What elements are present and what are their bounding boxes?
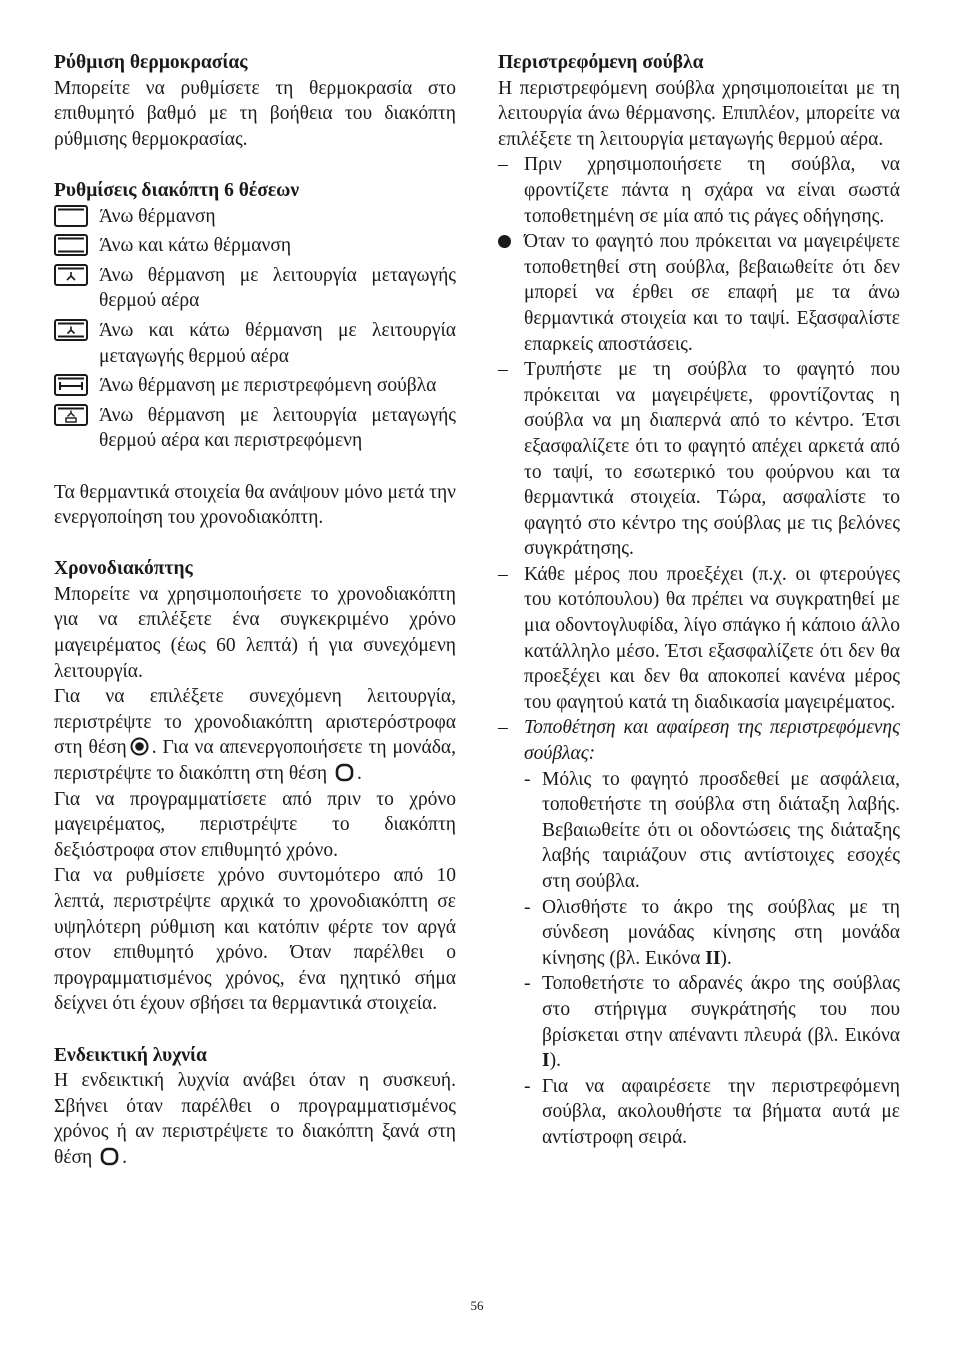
top-heat-rotisserie-icon <box>54 374 88 396</box>
switch-item-label: Άνω θέρμανση με περιστρεφόμενη σούβλα <box>99 375 437 397</box>
dash-marker: – <box>498 359 508 381</box>
top-bottom-heat-icon <box>54 234 88 256</box>
off-position-icon <box>335 763 354 782</box>
timer-paragraph-continuous: Για να επιλέξετε συνεχόμενη λειτουργία, περιστρέψτε το χρονοδιακόπτη αριστερόστροφα στη θέση . Για να απενεργοποιήσετε τη μονάδα, περιστρέψτε το διακόπτη στη θέση . <box>54 686 456 785</box>
switch-heading: Ρυθμίσεις διακόπτη 6 θέσεων <box>54 179 300 201</box>
list-item-warning: Όταν το φαγητό που πρόκειται να μαγειρέψετε τοποθετηθεί στη σούβλα, βεβαιωθείτε ότι δεν μπορεί να έρθει σε επαφή με τα άνω θερμαντικά στοιχεία και το ταψί. Εξασφαλίστε επαρκείς αποστάσεις. <box>498 229 900 357</box>
continuous-operation-icon <box>130 737 149 756</box>
switch-item <box>54 373 456 399</box>
timer-paragraph: Για να προγραμματίσετε από πριν το χρόνο μαγειρέματος, περιστρέψτε το διακόπτη δεξιόστροφα στον επιθυμητό χρόνο. <box>54 788 456 861</box>
timer-paragraph: Μπορείτε να χρησιμοποιήσετε το χρονοδιακόπτη για να επιλέξετε ένα συγκεκριμένο χρόνο μαγειρέματος (έως 60 λεπτά) ή για συνεχόμενη λειτουργία. <box>54 583 456 682</box>
top-heat-icon <box>54 205 88 227</box>
top-heat-fan-rotisserie-icon <box>54 404 88 426</box>
sub-marker: - <box>524 1075 531 1097</box>
switch-item <box>54 233 456 259</box>
rotisserie-heading: Περιστρεφόμενη σούβλα <box>498 52 704 73</box>
list-item: – Τρυπήστε με τη σούβλα το φαγητό που πρόκειται να μαγειρέψετε, φροντίζοντας η σούβλα να μη διαπερνά από το κέντρο. Έτσι εξασφαλίζετε ότι το φαγητό απέχει αρκετά από το ταψί, το εσωτερικό του φούρνου και τα θερμαντικά στοιχεία. Τώρα, ασφαλίστε το φαγητό στο κέντρο της σούβλας με τις βελόνες συγκράτησης. <box>498 359 900 560</box>
lamp-text: Η ενδεικτική λυχνία ανάβει όταν η συσκευή. Σβήνει όταν παρέλθει ο προγραμματισμένος χρόνος ή αν περιστρέψετε το διακόπτη ξανά στη θέση . <box>54 1070 456 1168</box>
timer-paragraph: Για να ρυθμίσετε χρόνο συντομότερο από 10 λεπτά, περιστρέψτε αρχικά το χρονοδιακόπτη σε υψηλότερη ρύθμιση και κατόπιν φέρτε τον αργά στον επιθυμητό χρόνο. Όταν παρέλθει ο προγραμματισμένος χρόνος, ένα ηχητικό σήμα δείχνει ότι έχουν σβήσει τα θερμαντικά στοιχεία. <box>54 865 456 1015</box>
elements-text: Τα θερμαντικά στοιχεία θα ανάψουν μόνο μετά την ενεργοποίηση του χρονοδιακόπτη. <box>54 481 456 529</box>
temperature-heading: Ρύθμιση θερμοκρασίας <box>54 52 248 73</box>
figure-ref: I <box>542 1050 550 1072</box>
sub-marker: - <box>524 896 531 918</box>
right-column <box>498 50 900 1151</box>
dash-marker: – <box>498 717 508 739</box>
figure-ref: II <box>705 947 721 969</box>
switch-item <box>54 403 456 454</box>
temperature-text: Μπορείτε να ρυθμίσετε τη θερμοκρασία στο επιθυμητό βαθμό με τη βοήθεια του διακόπτη ρύθμισης θερμοκρασίας. <box>54 77 456 150</box>
switch-item <box>54 204 456 230</box>
top-heat-fan-icon <box>54 264 88 286</box>
sub-list-item: - Τοποθετήστε το αδρανές άκρο της σούβλας στο στήριγμα συγκράτησής του που βρίσκεται στην απέναντι πλευρά (βλ. Εικόνα I). <box>524 973 900 1072</box>
page-number: 56 <box>470 1298 484 1313</box>
switch-item-label: Άνω θέρμανση με λειτουργία μεταγωγής θερμού αέρα <box>99 264 456 312</box>
dash-marker: – <box>498 563 508 585</box>
switch-item <box>54 263 456 314</box>
sub-marker: - <box>524 768 531 790</box>
switch-item-label: Άνω και κάτω θέρμανση <box>99 235 292 257</box>
timer-heading: Χρονοδιακόπτης <box>54 558 193 580</box>
sub-marker: - <box>524 973 531 995</box>
sub-list-item: - Για να αφαιρέσετε την περιστρεφόμενη σούβλα, ακολουθήστε τα βήματα αυτά με αντίστροφη σειρά. <box>524 1075 900 1148</box>
sub-list-item: - Μόλις το φαγητό προσδεθεί με ασφάλεια, τοποθετήστε τη σούβλα στη διάταξη λαβής. Βεβαιωθείτε ότι οι οδοντώσεις της διάταξης λαβής ταιριάζουν στις αντίστοιχες εσοχές στη σούβλα. <box>524 768 900 892</box>
switch-item-label: Άνω θέρμανση <box>99 205 216 227</box>
lamp-heading: Ενδεικτική λυχνία <box>54 1044 207 1066</box>
switch-item-label: Άνω και κάτω θέρμανση με λειτουργία μεταγωγής θερμού αέρα <box>99 319 456 367</box>
switch-item <box>54 318 456 369</box>
top-bottom-heat-fan-icon <box>54 319 88 341</box>
list-item: – Πριν χρησιμοποιήσετε τη σούβλα, να φροντίζετε πάντα η σχάρα να είναι σωστά τοποθετημένη σε μία από τις ράγες οδήγησης. <box>498 154 900 227</box>
left-column <box>54 50 456 1171</box>
list-item: – Τοποθέτηση και αφαίρεση της περιστρεφόμενης σούβλας: <box>498 717 900 765</box>
sub-list-item: - Ολισθήστε το άκρο της σούβλας με τη σύνδεση μονάδας κίνησης στη μονάδα κίνησης (βλ. Εικόνα II). <box>524 896 900 969</box>
off-position-icon <box>100 1147 119 1166</box>
switch-item-label: Άνω θέρμανση με λειτουργία μεταγωγής θερμού αέρα και περιστρεφόμενη <box>99 404 456 452</box>
rotisserie-intro: Η περιστρεφόμενη σούβλα χρησιμοποιείται με τη λειτουργία άνω θέρμανσης. Επιπλέον, μπορείτε να επιλέξετε τη λειτουργία μεταγωγής θερμού αέρα. <box>498 77 900 150</box>
list-item: – Κάθε μέρος που προεξέχει (π.χ. οι φτερούγες του κοτόπουλου) θα πρέπει να συγκρατηθεί με μια οδοντογλυφίδα, λίγο σπάγκο ή κάποιο άλλο κατάλληλο μέσο. Έτσι εξασφαλίζετε ότι δεν θα προεξέχει και δεν θα αποκοπεί κανένα μέρος του φαγητού κατά τη διαδικασία μαγειρέματος. <box>498 563 900 713</box>
dash-marker: – <box>498 154 508 176</box>
bullet-icon <box>498 235 511 248</box>
